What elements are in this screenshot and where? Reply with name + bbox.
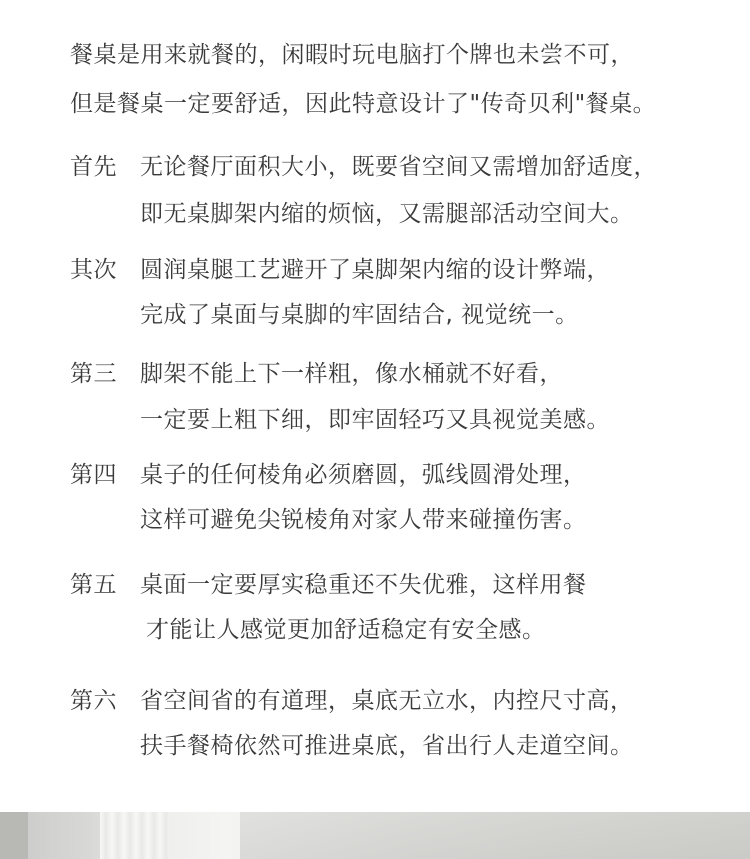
point-line-2: 才能让人感觉更加舒适稳定有安全感。	[146, 617, 546, 643]
intro-line-2: 但是餐桌一定要舒适，因此特意设计了"传奇贝利"餐桌。	[70, 91, 657, 117]
point-line-2: 完成了桌面与桌脚的牢固结合, 视觉统一。	[140, 302, 579, 328]
point-label: 第六	[70, 688, 117, 714]
point-label: 第五	[70, 572, 117, 598]
point-label: 其次	[70, 257, 117, 283]
point-line-1: 无论餐厅面积大小，既要省空间又需增加舒适度，	[140, 154, 657, 180]
point-line-2: 扶手餐椅依然可推进桌底，省出行人走道空间。	[140, 733, 634, 759]
point-line-2: 即无桌脚架内缩的烦恼，又需腿部活动空间大。	[140, 201, 634, 227]
point-line-1: 桌面一定要厚实稳重还不失优雅，这样用餐	[140, 572, 587, 598]
room-photo-preview	[0, 812, 750, 859]
intro-line-1: 餐桌是用来就餐的，闲暇时玩电脑打个牌也未尝不可，	[70, 42, 634, 68]
photo-wall-edge	[0, 812, 28, 859]
point-line-1: 省空间省的有道理，桌底无立水，内控尺寸高，	[140, 688, 634, 714]
point-line-1: 桌子的任何棱角必须磨圆，弧线圆滑处理，	[140, 462, 587, 488]
point-label: 首先	[70, 154, 117, 180]
point-line-2: 这样可避免尖锐棱角对家人带来碰撞伤害。	[140, 507, 587, 533]
photo-wall	[240, 812, 750, 859]
point-line-1: 脚架不能上下一样粗，像水桶就不好看，	[140, 361, 563, 387]
point-label: 第四	[70, 462, 117, 488]
photo-curtain	[100, 812, 170, 859]
point-label: 第三	[70, 361, 117, 387]
point-line-1: 圆润桌腿工艺避开了桌脚架内缩的设计弊端，	[140, 257, 610, 283]
point-line-2: 一定要上粗下细，即牢固轻巧又具视觉美感。	[140, 407, 610, 433]
